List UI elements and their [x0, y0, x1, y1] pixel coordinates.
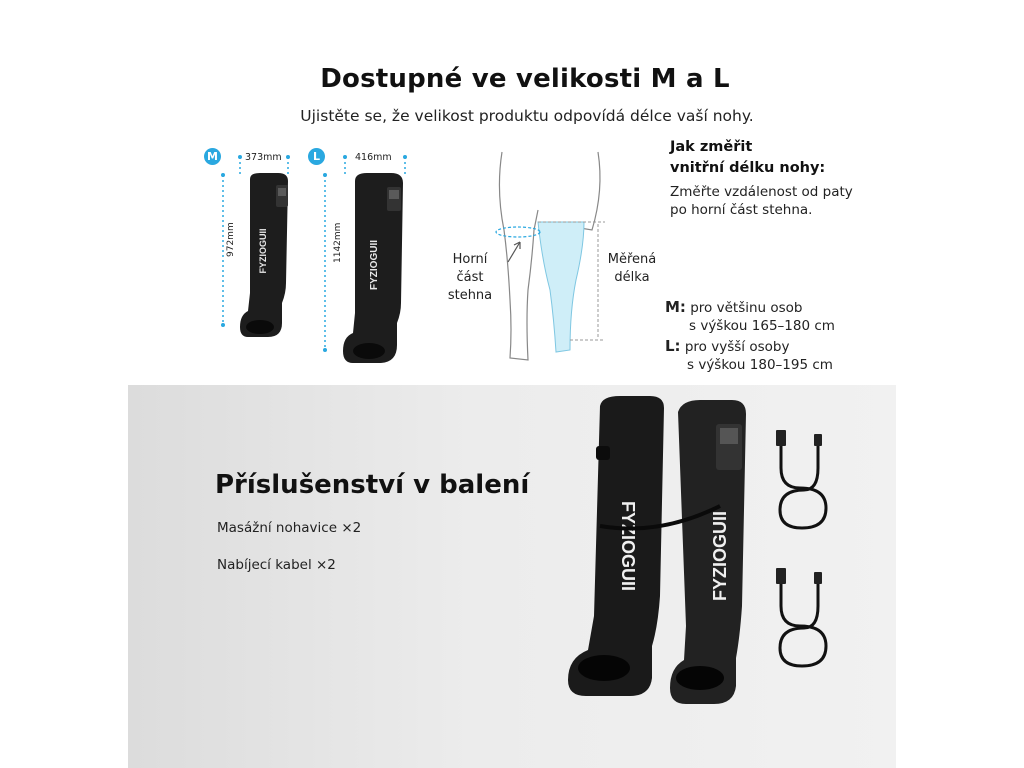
size-l-figure [305, 145, 425, 375]
size-guide-l [665, 337, 915, 356]
size-m-badge: M [204, 148, 221, 165]
size-l-brand: FYZIOGUII [369, 240, 380, 290]
size-m-width-label: 373mm [245, 152, 282, 163]
how-to-body-1: Změřte vzdálenost od paty [670, 184, 853, 200]
charging-cable-image [770, 566, 840, 676]
size-l-boot-image [341, 173, 413, 369]
size-m-boot-image [238, 173, 298, 343]
size-guide-l-line2: s výškou 180–195 cm [687, 357, 833, 373]
accessory-item: Masážní nohavice ×2 [217, 520, 362, 536]
page-subtitle: Ujistěte se, že velikost produktu odpovídá délce vaší nohy. [300, 107, 754, 125]
size-guide-m-key: M: [665, 298, 686, 316]
how-to-heading-2: vnitřní délku nohy: [670, 160, 826, 176]
size-l-height-label: 1142mm [333, 222, 343, 263]
size-m-brand: FYZIOGUII [258, 228, 268, 274]
accessories-title: Příslušenství v balení [215, 470, 530, 500]
product-boots-image [560, 396, 770, 711]
thigh-label: Horní část stehna [447, 252, 493, 303]
size-m-height-label: 972mm [226, 222, 236, 257]
size-guide-l-line1: pro vyšší osoby [684, 339, 790, 355]
how-to-measure [670, 137, 910, 219]
size-guide-m [665, 298, 915, 317]
accessory-item: Nabíjecí kabel ×2 [217, 557, 336, 573]
size-guide [665, 298, 915, 374]
product-brand-right: FYZIOGUII [710, 511, 730, 601]
size-guide-m-line1: pro většinu osob [690, 300, 803, 316]
size-guide-l-key: L: [665, 337, 681, 355]
size-l-width-label: 416mm [355, 152, 392, 163]
how-to-heading-1: Jak změřit [670, 139, 753, 155]
measured-length-label: Měřená délka [607, 252, 657, 285]
how-to-body-2: po horní část stehna. [670, 202, 813, 218]
page-title: Dostupné ve velikosti M a L [320, 64, 730, 94]
product-brand-left: FYZIOGUII [618, 501, 638, 591]
size-l-badge: L [308, 148, 325, 165]
size-guide-m-line2: s výškou 165–180 cm [689, 318, 835, 334]
charging-cable-image [770, 428, 840, 538]
size-m-figure [200, 145, 310, 375]
